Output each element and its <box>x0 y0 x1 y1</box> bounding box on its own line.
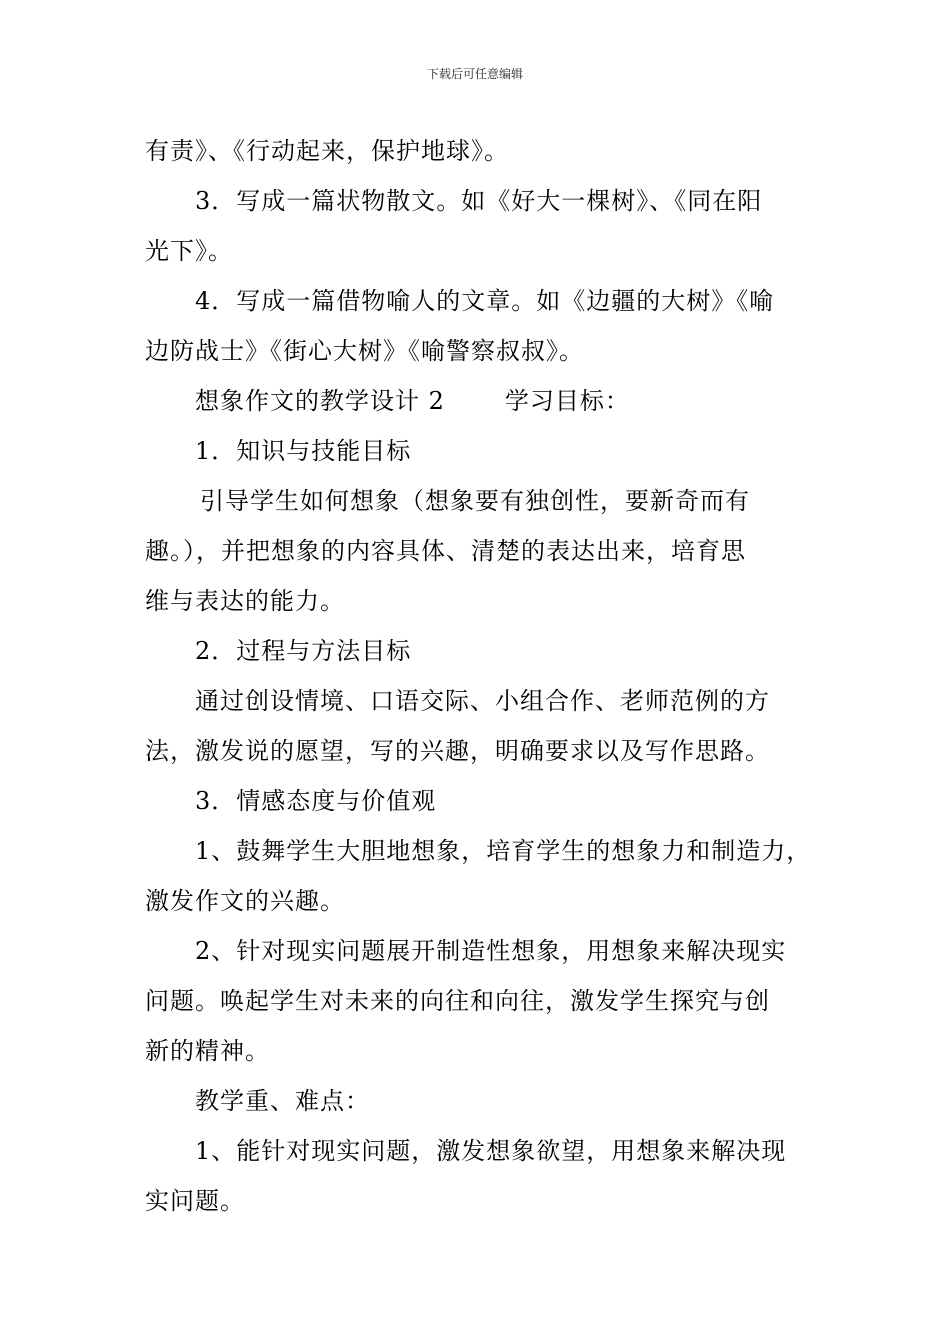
text-line: 趣。），并把想象的内容具体、清楚的表达出来，培育思 <box>145 537 746 565</box>
text-line: 2．过程与方法目标 <box>195 637 412 665</box>
section-title: 想象作文的教学设计 2 <box>195 387 445 415</box>
text-line: 4．写成一篇借物喻人的文章。如《边疆的大树》《喻 <box>195 287 775 315</box>
text-line: 3．情感态度与价值观 <box>195 787 437 815</box>
text-line: 新的精神。 <box>145 1037 270 1065</box>
text-line: 引导学生如何想象（想象要有独创性，要新奇而有 <box>200 487 750 515</box>
text-line: 激发作文的兴趣。 <box>145 887 345 915</box>
document-body <box>145 126 810 1226</box>
text-line: 维与表达的能力。 <box>145 587 345 615</box>
text-line: 问题。唤起学生对未来的向往和向往，激发学生探究与创 <box>145 987 770 1015</box>
learning-goals-label: 学习目标： <box>504 387 630 415</box>
text-line-section-heading <box>145 376 810 426</box>
text-line: 1、鼓舞学生大胆地想象，培育学生的想象力和制造力， <box>195 837 812 865</box>
text-line: 教学重、难点： <box>195 1087 370 1115</box>
text-line: 有责》、《行动起来，保护地球》。 <box>145 137 509 165</box>
text-line: 通过创设情境、口语交际、小组合作、老师范例的方 <box>195 687 770 715</box>
text-line: 2、针对现实问题展开制造性想象，用想象来解决现实 <box>195 937 787 965</box>
text-line: 1．知识与技能目标 <box>195 437 412 465</box>
text-line: 法，激发说的愿望，写的兴趣，明确要求以及写作思路。 <box>145 737 770 765</box>
text-line: 3．写成一篇状物散文。如《好大一棵树》、《同在阳 <box>195 187 763 215</box>
text-line: 1、能针对现实问题，激发想象欲望，用想象来解决现 <box>195 1137 787 1165</box>
text-line: 光下》。 <box>145 237 233 265</box>
text-line: 实问题。 <box>145 1187 245 1215</box>
text-line: 边防战士》《街心大树》《喻警察叔叔》。 <box>145 337 584 365</box>
page-header: 下载后可任意编辑 <box>426 67 523 81</box>
